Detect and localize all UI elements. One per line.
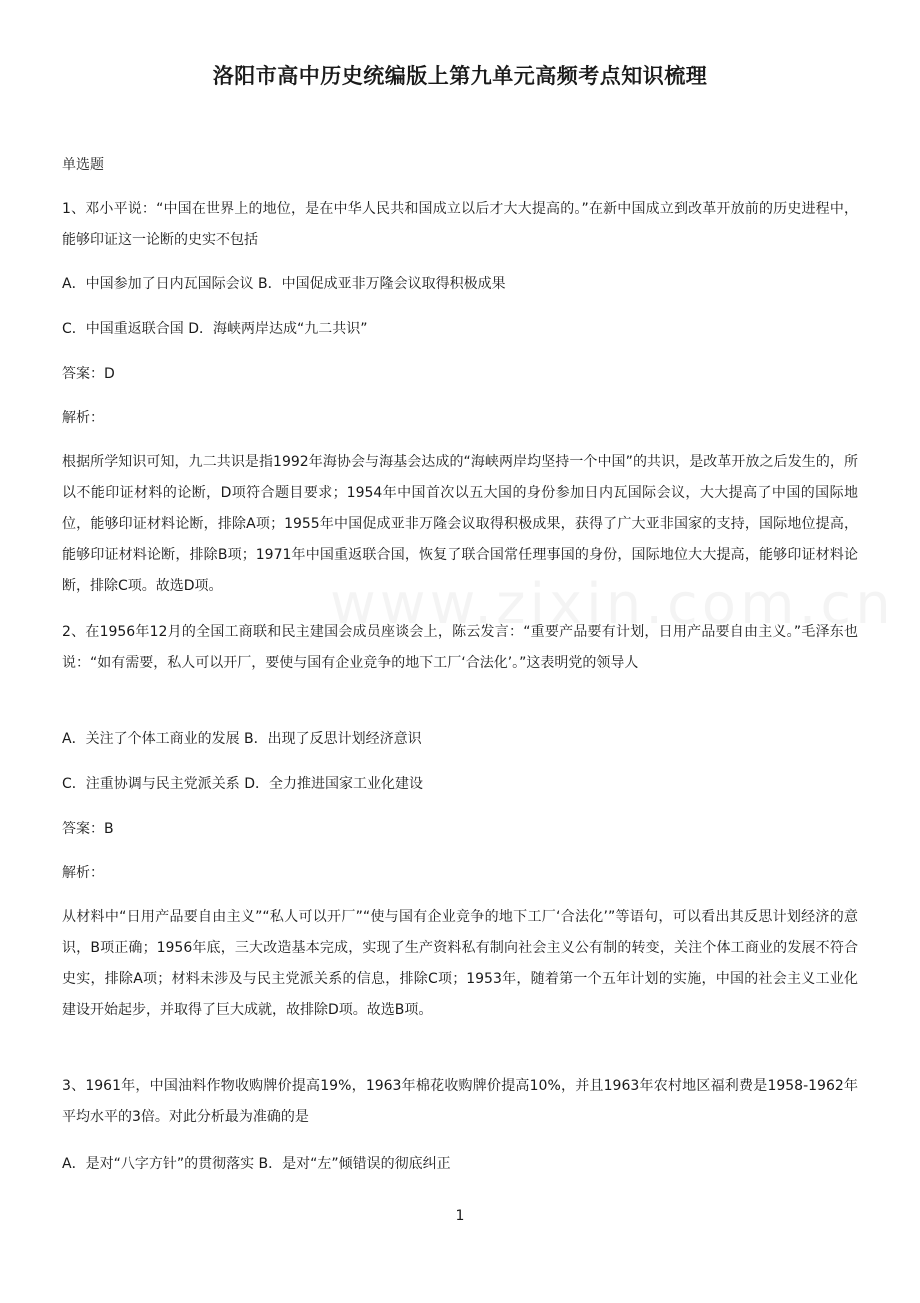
question-3-options-ab: A．是对“八字方针”的贯彻落实 B．是对“左”倾错误的彻底纠正: [62, 1156, 451, 1172]
question-2-options-ab: A．关注了个体工商业的发展 B．出现了反思计划经济意识: [62, 731, 422, 747]
page-number: 1: [455, 1208, 465, 1224]
document-title: 洛阳市高中历史统编版上第九单元高频考点知识梳理: [212, 64, 708, 88]
question-2-analysis-label: 解析：: [62, 865, 104, 881]
question-1-options-ab: A．中国参加了日内瓦国际会议 B．中国促成亚非万隆会议取得积极成果: [62, 276, 506, 292]
question-1-stem: 1、邓小平说：“中国在世界上的地位，是在中华人民共和国成立以后才大大提高的。”在新中国成立到改革开放前的历史进程中，能够印证这一论断的史实不包括: [62, 201, 858, 248]
question-2-stem: 2、在1956年12月的全国工商联和民主建国会成员座谈会上，陈云发言：“重要产品要有计划，日用产品要自由主义。”毛泽东也说：“如有需要，私人可以开厂，要使与国有企业竞争的地下工厂‘合法化’。”这表明党的领导人: [62, 624, 858, 671]
question-1-options-cd: C．中国重返联合国 D．海峡两岸达成“九二共识”: [62, 321, 368, 337]
question-1-analysis: 根据所学知识可知，九二共识是指1992年海协会与海基会达成的“海峡两岸均坚持一个中国”的共识，是改革开放之后发生的，所以不能印证材料的论断，D项符合题目要求；1954年中国首次以五大国的身份参加日内瓦国际会议，大大提高了中国的国际地位，能够印证材料论断，排除A项；1955年中国促成亚非万隆会议取得积极成果，获得了广大亚非国家的支持，国际地位提高，能够印证材料论断，排除B项；1971年中国重返联合国，恢复了联合国常任理事国的身份，国际地位大大提高，能够印证材料论断，排除C项。故选D项。: [62, 454, 858, 594]
question-3-stem: 3、1961年，中国油料作物收购牌价提高19%，1963年棉花收购牌价提高10%，并且1963年农村地区福利费是1958-1962年平均水平的3倍。对此分析最为准确的是: [62, 1078, 858, 1125]
question-1-answer: 答案：D: [62, 366, 115, 382]
question-2-analysis: 从材料中“日用产品要自由主义”“私人可以开厂”“使与国有企业竞争的地下工厂‘合法化’”等语句，可以看出其反思计划经济的意识，B项正确；1956年底，三大改造基本完成，实现了生产资料私有制向社会主义公有制的转变，关注个体工商业的发展不符合史实，排除A项；材料未涉及与民主党派关系的信息，排除C项；1953年，随着第一个五年计划的实施，中国的社会主义工业化建设开始起步，并取得了巨大成就，故排除D项。故选B项。: [62, 909, 858, 1018]
question-1-analysis-label: 解析：: [62, 410, 104, 426]
question-2-options-cd: C．注重协调与民主党派关系 D．全力推进国家工业化建设: [62, 776, 424, 792]
section-heading: 单选题: [62, 157, 104, 173]
question-2-answer: 答案：B: [62, 821, 114, 837]
